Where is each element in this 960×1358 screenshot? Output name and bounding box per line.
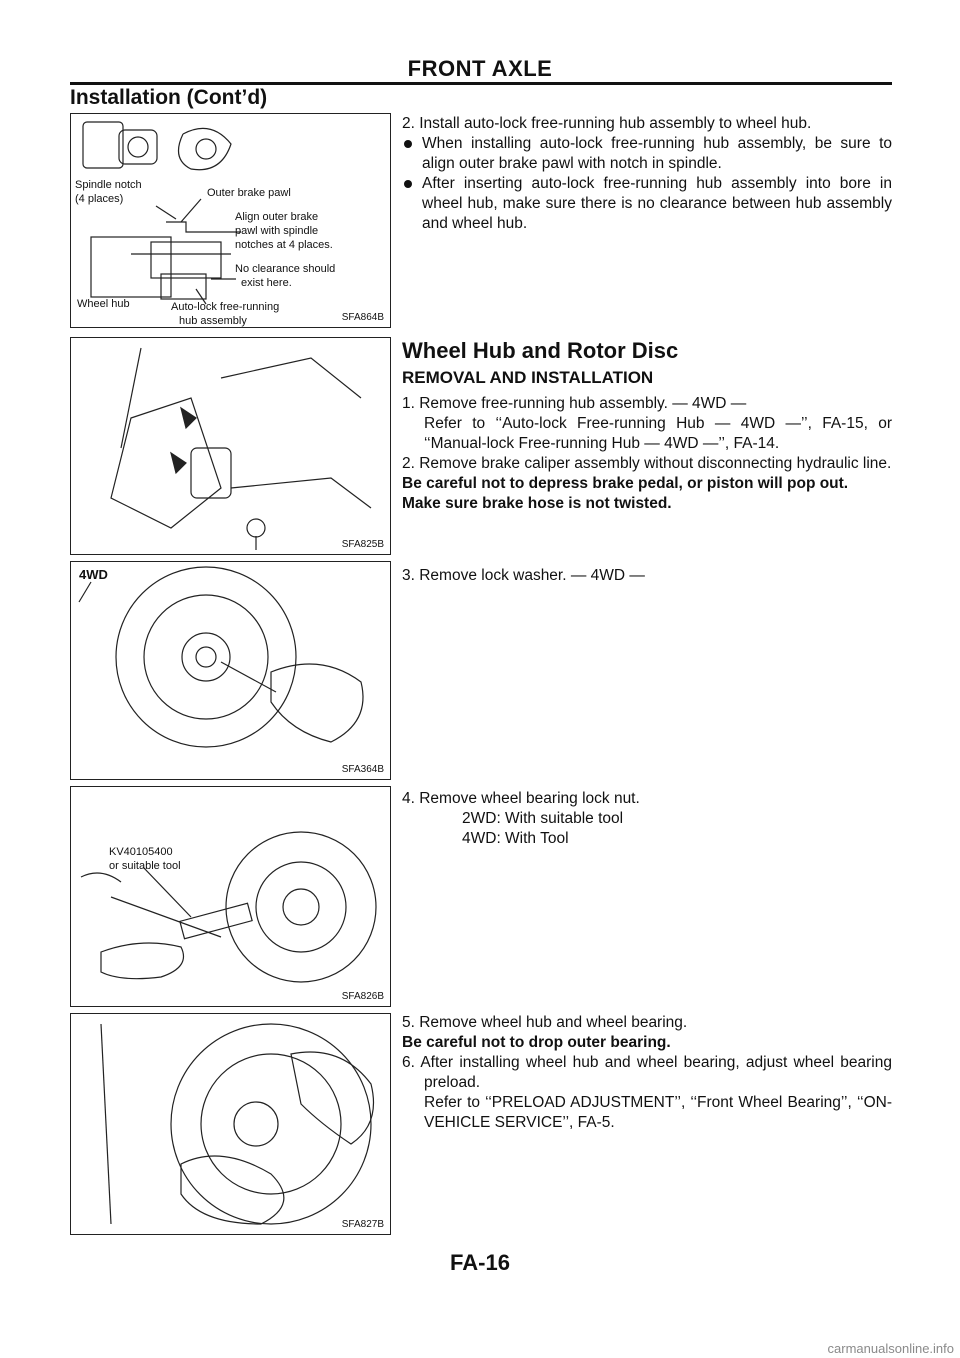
figure-sfa825b xyxy=(70,337,391,555)
figure-sfa827b xyxy=(70,1013,391,1235)
label-suitable-tool: or suitable tool xyxy=(109,860,181,872)
install-text-block xyxy=(402,114,892,234)
label-no-clearance-1: No clearance should xyxy=(235,263,336,275)
step-6: 6. After installing wheel hub and wheel bearing, adjust wheel bearing preload. xyxy=(402,1054,892,1091)
section-subtitle: REMOVAL AND INSTALLATION xyxy=(402,368,654,387)
hub-alignment-diagram xyxy=(71,114,391,328)
caution-brake-hose: Make sure brake hose is not twisted. xyxy=(402,495,672,512)
install-bullet-2 xyxy=(402,174,892,234)
header-rule xyxy=(70,82,892,85)
lock-nut-tool-illustration xyxy=(71,787,391,1007)
removal-steps-5-6 xyxy=(402,1013,892,1133)
step-2: 2. Remove brake caliper assembly without disconnecting hydraulic line. xyxy=(402,455,892,472)
figure-id: SFA364B xyxy=(341,764,384,775)
caliper-illustration xyxy=(71,338,391,555)
figure-sfa826b xyxy=(70,786,391,1007)
bullet-text: After inserting auto-lock free-running hub assembly into bore in wheel hub, make sure there is no clearance between hub assembly and wheel hub. xyxy=(422,175,892,232)
label-auto-lock-1: Auto-lock free-running xyxy=(171,301,280,313)
figure-id: SFA864B xyxy=(341,312,384,323)
caution-outer-bearing: Be careful not to drop outer bearing. xyxy=(402,1034,671,1051)
step-1-reference: Refer to ‘‘Auto-lock Free-running Hub — 4WD —’’, FA-15, or ‘‘Manual-lock Free-running Hub — 4WD —’’, FA-14. xyxy=(424,415,892,452)
label-align-1: Align outer brake xyxy=(235,211,319,223)
page-number: FA-16 xyxy=(450,1250,510,1275)
install-bullet-1 xyxy=(402,134,892,174)
watermark: carmanualsonline.info xyxy=(827,1341,954,1356)
figure-id: SFA826B xyxy=(341,991,384,1002)
bullet-dot xyxy=(404,140,412,148)
step-5: 5. Remove wheel hub and wheel bearing. xyxy=(402,1014,688,1031)
label-spindle-notch: Spindle notch xyxy=(75,179,142,191)
label-outer-brake-pawl: Outer brake pawl xyxy=(207,187,291,199)
label-wheel-hub: Wheel hub xyxy=(77,298,130,310)
label-tool-number: KV40105400 xyxy=(109,846,173,858)
bullet-text: When installing auto-lock free-running hub assembly, be sure to align outer brake pawl with notch in spindle. xyxy=(422,135,892,172)
step-4-2wd: 2WD: With suitable tool xyxy=(462,810,624,827)
label-four-places: (4 places) xyxy=(75,193,124,205)
install-step-2: 2. Install auto-lock free-running hub assembly to wheel hub. xyxy=(402,115,812,132)
step-6-reference: Refer to ‘‘PRELOAD ADJUSTMENT’’, ‘‘Front Wheel Bearing’’, ‘‘ON-VEHICLE SERVICE’’, FA-5. xyxy=(424,1094,892,1131)
page-header-subtitle: Installation (Cont’d) xyxy=(70,86,268,109)
label-auto-lock-2: hub assembly xyxy=(179,315,247,327)
figure-id: SFA825B xyxy=(341,539,384,550)
step-3: 3. Remove lock washer. — 4WD — xyxy=(402,567,645,584)
figure-sfa364b xyxy=(70,561,391,780)
figure-id: SFA827B xyxy=(341,1219,384,1230)
figure-sfa864b xyxy=(70,113,391,328)
label-no-clearance-2: exist here. xyxy=(241,277,292,289)
section-title: Wheel Hub and Rotor Disc xyxy=(402,338,679,363)
step-4-4wd: 4WD: With Tool xyxy=(462,830,569,847)
page-header-title: FRONT AXLE xyxy=(407,56,553,81)
caution-brake-pedal: Be careful not to depress brake pedal, or piston will pop out. xyxy=(402,475,849,492)
bullet-dot xyxy=(404,180,412,188)
removal-steps-1-2 xyxy=(402,394,892,514)
label-align-2: pawl with spindle xyxy=(235,225,319,237)
lock-washer-illustration xyxy=(71,562,391,780)
removal-step-3 xyxy=(402,566,892,586)
label-align-3: notches at 4 places. xyxy=(235,239,333,251)
label-4wd: 4WD xyxy=(79,567,108,582)
step-4: 4. Remove wheel bearing lock nut. xyxy=(402,790,640,807)
step-1: 1. Remove free-running hub assembly. — 4WD — xyxy=(402,395,747,412)
removal-step-4 xyxy=(402,789,892,849)
wheel-hub-removal-illustration xyxy=(71,1014,391,1235)
